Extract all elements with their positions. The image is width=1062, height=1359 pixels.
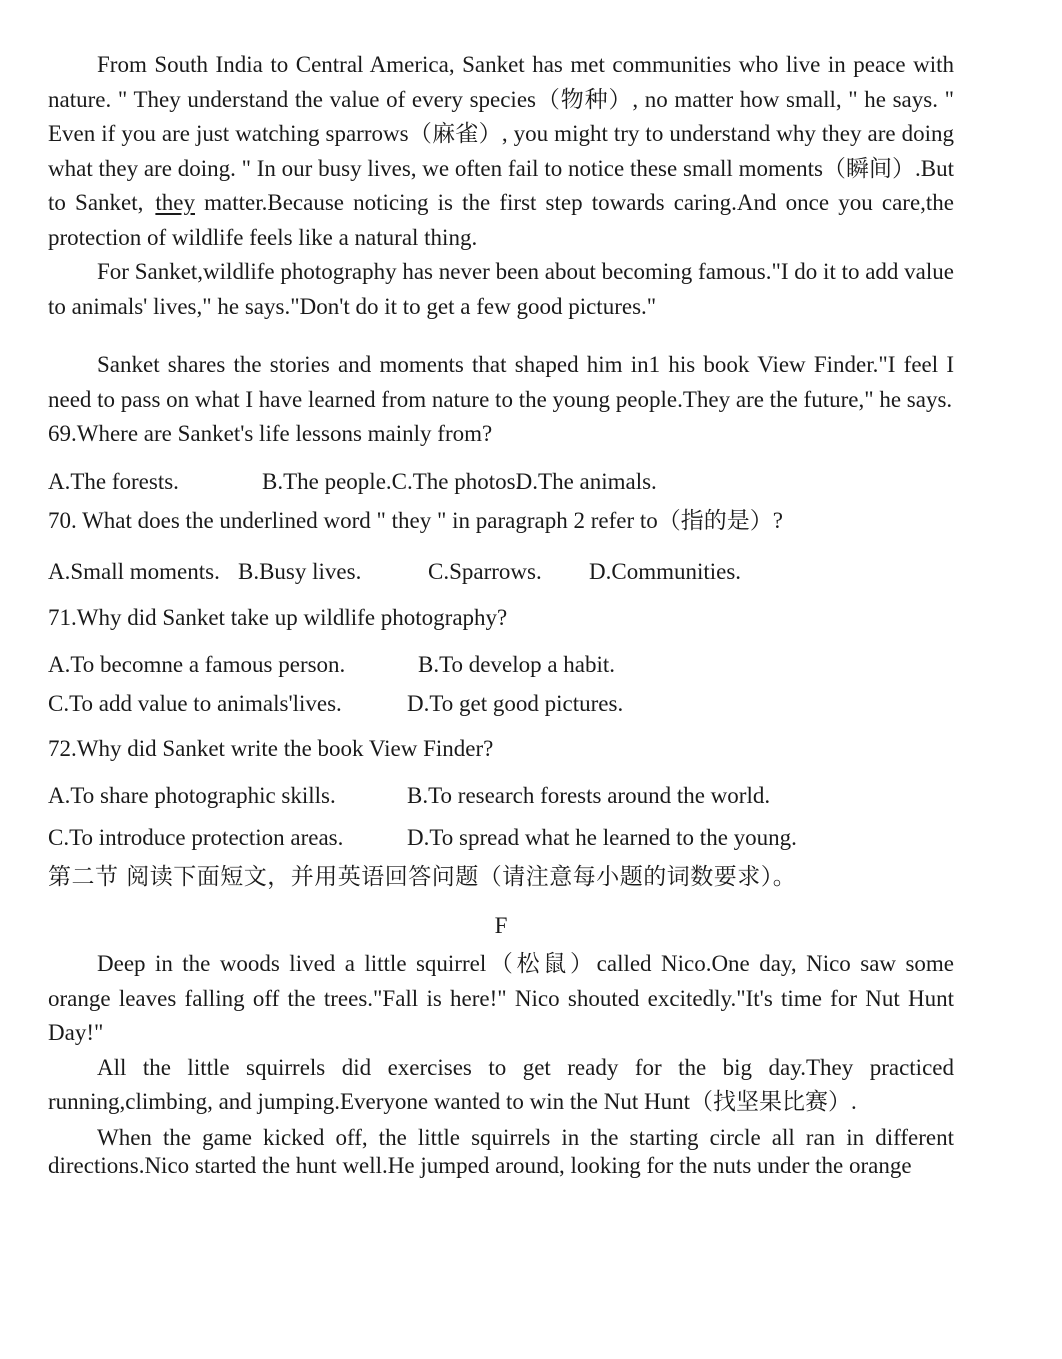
q72-option-d: D.To spread what he learned to the young. — [407, 825, 797, 850]
q71-option-b: B.To develop a habit. — [418, 652, 616, 677]
passage-f-paragraph-1: Deep in the woods lived a little squirrel（松鼠）called Nico.One day, Nico saw some orange leaves falling off the trees."Fall is here!" Nico shouted excitedly."It's time for Nut Hunt Day!" — [48, 951, 954, 1045]
q72-option-a: A.To share photographic skills. — [48, 783, 336, 808]
passage-f-letter: F — [494, 913, 508, 938]
q70-option-b: B.Busy lives. — [238, 559, 362, 584]
q72-option-c: C.To introduce protection areas. — [48, 825, 344, 850]
q69-option-a: A.The forests. — [48, 469, 179, 494]
question-72-options-row-2 — [48, 821, 954, 855]
q71-option-d: D.To get good pictures. — [407, 691, 624, 716]
question-71-options-row-1 — [48, 648, 954, 682]
q69-option-c: C.The photos. — [391, 469, 522, 494]
passage-e-paragraph-2: For Sanket,wildlife photography has never been about becoming famous."I do it to add value to animals' lives," he says."Don't do it to get a few good pictures." — [48, 259, 954, 319]
question-71-stem: 71.Why did Sanket take up wildlife photography? — [48, 605, 508, 630]
question-72-stem: 72.Why did Sanket write the book View Finder? — [48, 736, 494, 761]
q71-option-a: A.To becomne a famous person. — [48, 652, 346, 677]
question-70-stem: 70. What does the underlined word " they " in paragraph 2 refer to（指的是）? — [48, 508, 783, 533]
p1-text-b: matter.Because noticing is the first step towards caring.And once you care,the protection of wildlife feels like a natural thing. — [48, 190, 954, 250]
question-70-options — [48, 555, 954, 589]
p1-text-a: From South India to Central America, Sanket has met communities who live in peace with nature. " They understand the value of every species（物种）, no matter how small, " he says. " Even if you are just watching sparrows（麻雀）, you might try to understand why they are doing what they are doing. " In our busy lives, we often fail to notice these small moments（瞬间）.But to Sanket, — [48, 52, 954, 215]
passage-e-paragraph-3: Sanket shares the stories and moments that shaped him in1 his book View Finder."I feel I need to pass on what I have learned from nature to the young people.They are the future," he says. — [48, 352, 954, 412]
q71-option-c: C.To add value to animals'lives. — [48, 691, 342, 716]
q69-option-b: B.The people. — [262, 469, 392, 494]
passage-f-paragraph-2: All the little squirrels did exercises to get ready for the big day.They practiced running,climbing, and jumping.Everyone wanted to win the Nut Hunt（找坚果比赛）. — [48, 1054, 954, 1114]
q69-option-d: D.The animals. — [515, 469, 657, 494]
question-69-options — [48, 465, 954, 499]
underlined-word-they: they — [155, 190, 195, 215]
q72-option-b: B.To research forests around the world. — [407, 783, 771, 808]
passage-f-paragraph-3: When the game kicked off, the little squirrels in the starting circle all ran in different directions.Nico started the hunt well.He jumped around, looking for the nuts under the orange — [48, 1124, 954, 1178]
q70-option-a: A.Small moments. — [48, 559, 220, 584]
question-69-stem: 69.Where are Sanket's life lessons mainly from? — [48, 421, 493, 446]
question-72-options-row-1 — [48, 779, 954, 813]
q70-option-d: D.Communities. — [589, 559, 742, 584]
passage-e-paragraph-1 — [48, 48, 954, 255]
exam-page — [48, 48, 954, 1180]
question-71-options-row-2 — [48, 687, 954, 721]
section-2-heading: 第二节 阅读下面短文，并用英语回答问题（请注意每小题的词数要求）。 — [48, 864, 797, 890]
q70-option-c: C.Sparrows. — [428, 559, 542, 584]
